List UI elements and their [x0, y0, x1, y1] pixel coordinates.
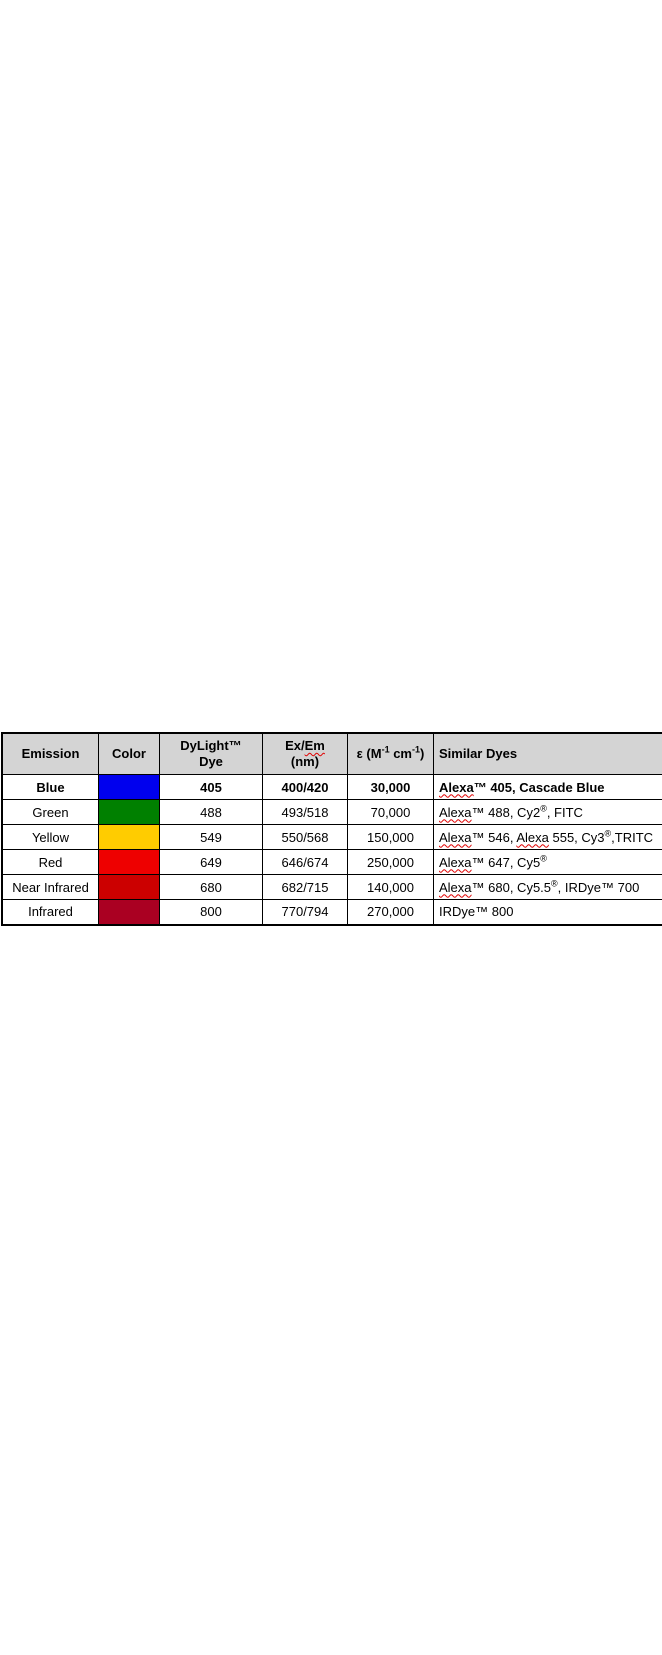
dylight-dye-table: [1, 732, 662, 926]
dye-number-cell: 649: [160, 850, 263, 875]
col-header-emission: Emission: [2, 733, 99, 775]
col-header-epsilon: ε ($M^{-1}$ $cm^{-1}$): [348, 733, 434, 775]
similar-dyes-cell: Alexa™ 647, Cy5®: [434, 850, 662, 875]
dye-row-near-infrared: [2, 875, 662, 900]
ex-em-cell: 646/674: [263, 850, 348, 875]
dye-number-cell: 680: [160, 875, 263, 900]
dye-number-cell: 800: [160, 900, 263, 925]
table-header: [2, 733, 662, 775]
epsilon-cell: 30,000: [348, 775, 434, 800]
ex-em-cell: 682/715: [263, 875, 348, 900]
dye-row-red: [2, 850, 662, 875]
epsilon-cell: 250,000: [348, 850, 434, 875]
dye-row-blue: [2, 775, 662, 800]
table-body: [2, 775, 662, 925]
emission-cell: Infrared: [2, 900, 99, 925]
dye-row-infrared: [2, 900, 662, 925]
color-swatch-cell: [99, 800, 160, 825]
emission-cell: Yellow: [2, 825, 99, 850]
ex-em-cell: 770/794: [263, 900, 348, 925]
header-row: [2, 733, 662, 775]
col-header-color: Color: [99, 733, 160, 775]
dye-number-cell: 405: [160, 775, 263, 800]
similar-dyes-cell: Alexa™ 405, Cascade Blue: [434, 775, 662, 800]
dye-number-cell: 488: [160, 800, 263, 825]
color-swatch-cell: [99, 875, 160, 900]
emission-cell: Green: [2, 800, 99, 825]
epsilon-cell: 140,000: [348, 875, 434, 900]
emission-cell: Blue: [2, 775, 99, 800]
emission-cell: Red: [2, 850, 99, 875]
color-swatch-cell: [99, 775, 160, 800]
dye-number-cell: 549: [160, 825, 263, 850]
color-swatch-cell: [99, 850, 160, 875]
dye-row-green: [2, 800, 662, 825]
similar-dyes-cell: Alexa™ 488, Cy2®, FITC: [434, 800, 662, 825]
ex-em-cell: 550/568: [263, 825, 348, 850]
ex-em-cell: 493/518: [263, 800, 348, 825]
col-header-similar-dyes: Similar Dyes: [434, 733, 662, 775]
color-swatch-cell: [99, 825, 160, 850]
emission-cell: Near Infrared: [2, 875, 99, 900]
epsilon-cell: 270,000: [348, 900, 434, 925]
epsilon-cell: 150,000: [348, 825, 434, 850]
similar-dyes-cell: Alexa™ 546, Alexa 555, Cy3®,TRITC: [434, 825, 662, 850]
col-header-ex-em-nm: Ex/Em (nm): [263, 733, 348, 775]
col-header-dylight-dye: DyLight™ Dye: [160, 733, 263, 775]
similar-dyes-cell: IRDye™ 800: [434, 900, 662, 925]
similar-dyes-cell: Alexa™ 680, Cy5.5®, IRDye™ 700: [434, 875, 662, 900]
ex-em-cell: 400/420: [263, 775, 348, 800]
color-swatch-cell: [99, 900, 160, 925]
dye-row-yellow: [2, 825, 662, 850]
epsilon-cell: 70,000: [348, 800, 434, 825]
